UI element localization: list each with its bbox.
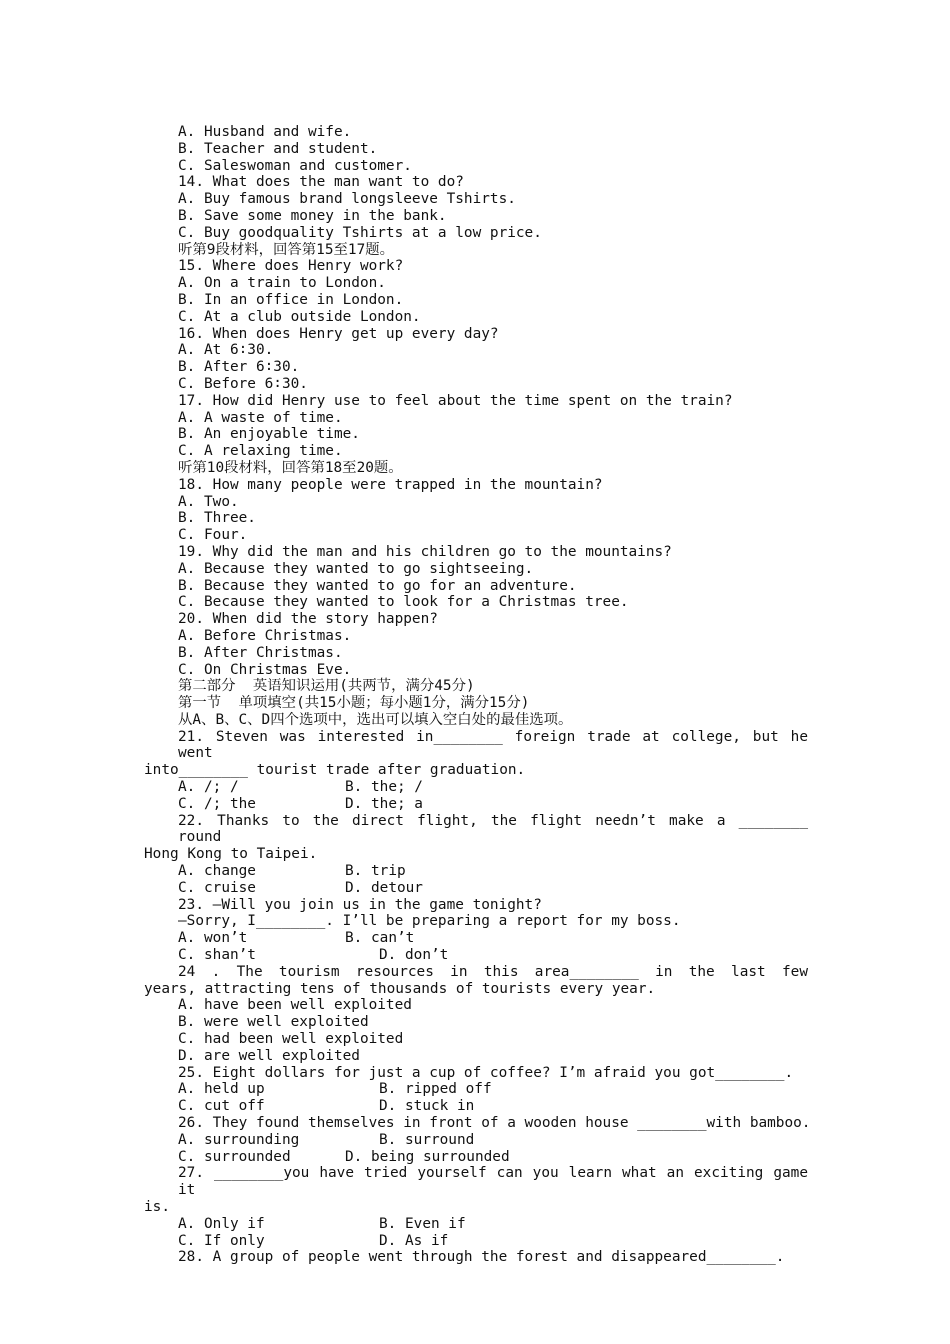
- question-stem: 17. How did Henry use to feel about the time spent on the train?: [178, 392, 733, 409]
- option: D. As if: [379, 1232, 449, 1249]
- question-stem: 26. They found themselves in front of a wooden house ________with bamboo.: [178, 1115, 811, 1132]
- question-stem: 21. Steven was interested in________ foreign trade at college, but he went: [178, 728, 808, 762]
- option-row: [144, 880, 808, 897]
- option: C. /; the: [178, 795, 256, 812]
- text-line: B. Teacher and student.: [178, 140, 378, 157]
- section-instruction: 从A、B、C、D四个选项中，选出可以填入空白处的最佳选项。: [178, 711, 573, 728]
- text-line: A. Before Christmas.: [178, 627, 352, 644]
- text-line: C. Because they wanted to look for a Christmas tree.: [178, 594, 629, 611]
- section-instruction: 听第9段材料，回答第15至17题。: [178, 241, 395, 258]
- option: A. surrounding: [178, 1131, 300, 1148]
- text-line: B. An enjoyable time.: [178, 426, 360, 443]
- text-line: C. Saleswoman and customer.: [178, 157, 412, 174]
- part-heading: 第二部分 英语知识运用(共两节，满分45分): [178, 678, 475, 695]
- text-line: C. A relaxing time.: [178, 443, 343, 460]
- question-stem: 14. What does the man want to do?: [178, 174, 464, 191]
- text-line: A. A waste of time.: [178, 409, 343, 426]
- option: A. have been well exploited: [178, 997, 412, 1014]
- text-line: B. After 6∶30.: [178, 359, 300, 376]
- text-line: B. In an office in London.: [178, 291, 404, 308]
- option-row: [144, 1132, 808, 1149]
- option-row: [144, 930, 808, 947]
- question-stem: 27. ________you have tried yourself can you learn what an exciting game it: [178, 1165, 808, 1199]
- option-row: [144, 1149, 808, 1166]
- option-row: [144, 779, 808, 796]
- question-stem: 19. Why did the man and his children go to the mountains?: [178, 543, 672, 560]
- section-instruction: 听第10段材料，回答第18至20题。: [178, 459, 403, 476]
- question-stem-continued: Hong Kong to Taipei.: [144, 846, 318, 863]
- option: C. had been well exploited: [178, 1031, 404, 1048]
- option-row: [144, 947, 808, 964]
- option: A. held up: [178, 1081, 265, 1098]
- question-stem: 22. Thanks to the direct flight, the flight needn’t make a ________ round: [178, 812, 808, 846]
- option: D. being surrounded: [345, 1148, 510, 1165]
- option: D. detour: [345, 879, 423, 896]
- option-row: [144, 863, 808, 880]
- text-line: C. Four.: [178, 527, 248, 544]
- text-line: B. Three.: [178, 510, 256, 527]
- text-line: A. Because they wanted to go sightseeing.: [178, 560, 534, 577]
- question-stem: 25. Eight dollars for just a cup of coffee? I’m afraid you got________.: [178, 1064, 794, 1081]
- option: A. Only if: [178, 1215, 265, 1232]
- question-stem: 24 . The tourism resources in this area________ in the last few: [178, 963, 808, 980]
- question-stem: 20. When did the story happen?: [178, 611, 438, 628]
- option: D. the; a: [345, 795, 423, 812]
- text-line: C. Buy goodquality Tshirts at a low price.: [178, 224, 542, 241]
- question-stem-continued: into________ tourist trade after graduation.: [144, 762, 526, 779]
- text-line: C. At a club outside London.: [178, 308, 421, 325]
- option: C. cut off: [178, 1098, 265, 1115]
- question-stem: 16. When does Henry get up every day?: [178, 325, 499, 342]
- option: B. can’t: [345, 930, 415, 947]
- text-line: C. Before 6∶30.: [178, 375, 308, 392]
- question-stem-continued: —Sorry, I________. I’ll be preparing a report for my boss.: [178, 913, 681, 930]
- option: B. trip: [345, 863, 406, 880]
- question-stem: 28. A group of people went through the forest and disappeared________.: [178, 1249, 785, 1266]
- exam-page: [144, 124, 811, 1266]
- option: A. won’t: [178, 930, 248, 947]
- section-heading: 第一节 单项填空(共15小题；每小题1分，满分15分): [178, 695, 530, 712]
- option-row: [144, 1081, 808, 1098]
- option: B. the; /: [345, 779, 423, 796]
- question-stem: 15. Where does Henry work?: [178, 258, 404, 275]
- option: B. ripped off: [379, 1081, 492, 1098]
- question-stem: 18. How many people were trapped in the mountain?: [178, 476, 603, 493]
- question-stem: 23. —Will you join us in the game tonight?: [178, 896, 542, 913]
- text-line: B. After Christmas.: [178, 644, 343, 661]
- option-row: [144, 796, 808, 813]
- text-line: A. Buy famous brand longsleeve Tshirts.: [178, 191, 516, 208]
- text-line: B. Save some money in the bank.: [178, 207, 447, 224]
- text-line: C. On Christmas Eve.: [178, 661, 352, 678]
- option-row: [144, 1233, 808, 1250]
- option: A. change: [178, 863, 256, 880]
- question-stem-continued: is.: [144, 1199, 170, 1215]
- option: A. /; /: [178, 779, 239, 796]
- option-row: [144, 1216, 808, 1233]
- text-line: A. On a train to London.: [178, 275, 386, 292]
- option: B. were well exploited: [178, 1014, 369, 1031]
- option: B. surround: [379, 1131, 475, 1148]
- option: C. cruise: [178, 879, 256, 896]
- option-row: [144, 1098, 808, 1115]
- option: C. If only: [178, 1232, 265, 1249]
- option: D. stuck in: [379, 1098, 475, 1115]
- option: B. Even if: [379, 1215, 466, 1232]
- option: D. are well exploited: [178, 1047, 360, 1064]
- text-line: A. Two.: [178, 493, 239, 510]
- question-stem-continued: years, attracting tens of thousands of tourists every year.: [144, 980, 656, 997]
- option: C. shan’t: [178, 947, 256, 964]
- option: C. surrounded: [178, 1148, 291, 1165]
- text-line: A. Husband and wife.: [178, 124, 352, 140]
- option: D. don’t: [379, 947, 449, 964]
- text-line: B. Because they wanted to go for an adventure.: [178, 577, 577, 594]
- text-line: A. At 6∶30.: [178, 342, 274, 359]
